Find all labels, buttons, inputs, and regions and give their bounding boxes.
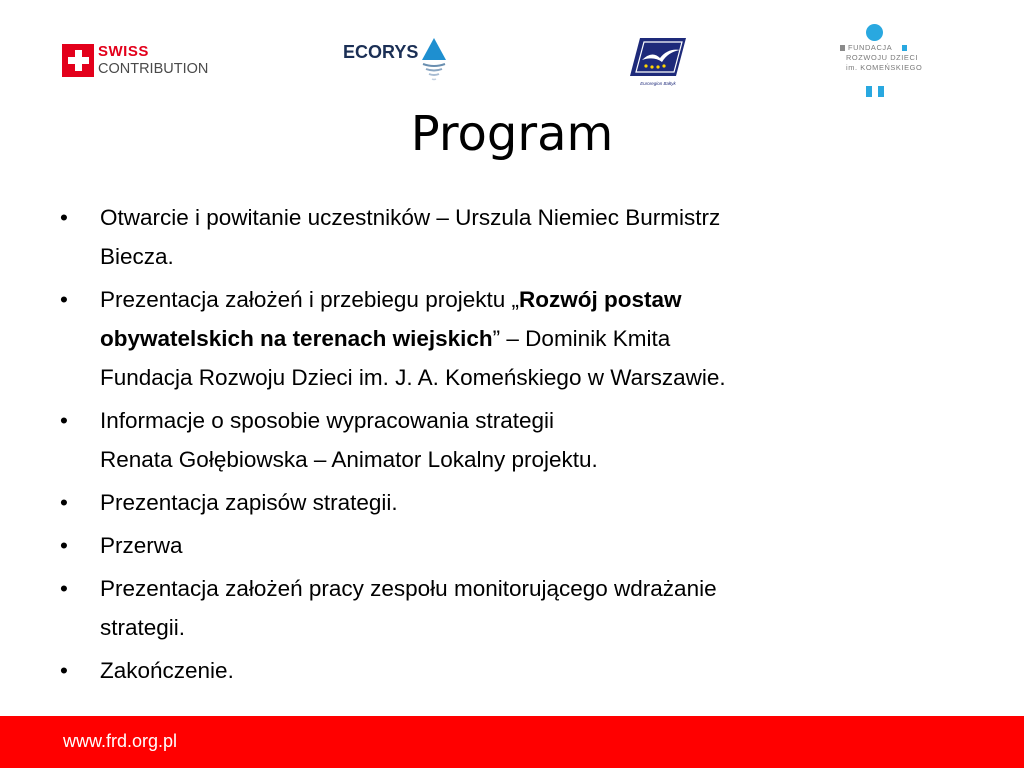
bullet-icon: • (60, 658, 68, 683)
agenda-item: • Prezentacja założeń pracy zespołu monitorującego wdrażanie strategii. (60, 569, 910, 647)
project-name: obywatelskich na terenach wiejskich (100, 326, 493, 351)
bullet-icon: • (60, 490, 68, 515)
seagull-icon (628, 36, 688, 88)
ecorys-logo (343, 38, 451, 84)
frd-square-icon (866, 86, 872, 97)
bullet-icon: • (60, 576, 68, 601)
bullet-icon: • (60, 287, 68, 312)
swiss-logo-line1: SWISS (98, 43, 149, 60)
euroregion-logo-text: Euroregion Bałtyk (640, 81, 676, 86)
euroregion-baltyk-logo (628, 36, 688, 88)
agenda-item: • Przerwa (60, 526, 910, 565)
frd-logo (840, 24, 923, 98)
bullet-icon: • (60, 408, 68, 433)
swiss-cross-icon (62, 44, 94, 77)
ecorys-triangle-icon (419, 38, 449, 84)
frd-square-icon (840, 45, 845, 51)
swiss-contribution-logo (62, 44, 222, 80)
bullet-icon: • (60, 205, 68, 230)
slide-title: Program (410, 106, 614, 162)
frd-logo-text: FUNDACJA ROZWOJU DZIECI im. KOMEŃSKIEGO (846, 43, 923, 72)
swiss-logo-line2: CONTRIBUTION (98, 61, 209, 77)
agenda-item: • Prezentacja założeń i przebiegu projektu „Rozwój postaw obywatelskich na terenach wiejskich” – Dominik Kmita Fundacja Rozwoju Dzieci im. J. A. Komeńskiego w Warszawie. (60, 280, 910, 397)
agenda-item: • Zakończenie. (60, 651, 910, 690)
agenda-item: • Informacje o sposobie wypracowania strategii Renata Gołębiowska – Animator Lokalny projektu. (60, 401, 910, 479)
footer-bar (0, 716, 1024, 768)
agenda-list (60, 198, 910, 694)
ecorys-logo-text: ECORYS (343, 42, 419, 62)
agenda-item: • Prezentacja zapisów strategii. (60, 483, 910, 522)
project-name: Rozwój postaw (519, 287, 682, 312)
frd-dot-icon (866, 24, 883, 41)
footer-url-link[interactable]: www.frd.org.pl (63, 731, 178, 751)
bullet-icon: • (60, 533, 68, 558)
agenda-item: • Otwarcie i powitanie uczestników – Urszula Niemiec Burmistrz Biecza. (60, 198, 910, 276)
frd-square-icon (878, 86, 884, 97)
